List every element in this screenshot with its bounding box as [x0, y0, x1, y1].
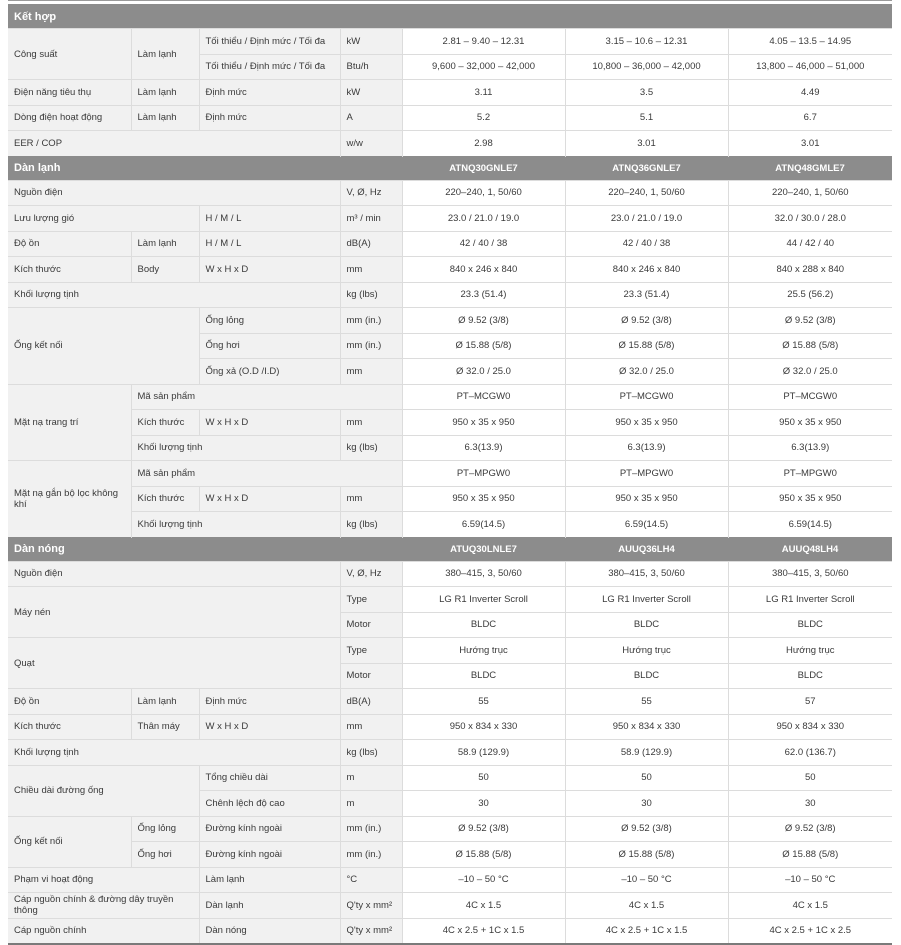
row-condition: Dàn lạnh [199, 893, 340, 919]
value-cell: –10 – 50 °C [402, 867, 565, 893]
value-cell: BLDC [402, 612, 565, 638]
unit-cell: Q'ty x mm² [340, 893, 402, 919]
row-condition: Định mức [199, 689, 340, 715]
row-condition: W x H x D [199, 410, 340, 436]
value-cell: 950 x 35 x 950 [565, 486, 728, 512]
value-cell: 5.2 [402, 105, 565, 131]
value-cell: Ø 15.88 (5/8) [402, 842, 565, 868]
value-cell: 4C x 1.5 [402, 893, 565, 919]
table-row [8, 714, 892, 740]
table-row [8, 410, 892, 436]
row-sublabel: Body [131, 257, 199, 283]
value-cell: 23.0 / 21.0 / 19.0 [565, 206, 728, 232]
value-cell: Ø 15.88 (5/8) [402, 333, 565, 359]
row-condition: Ống hơi [199, 333, 340, 359]
table-row [8, 384, 892, 410]
row-label: Độ ồn [8, 231, 131, 257]
model-header: ATNQ36GNLE7 [565, 156, 728, 180]
unit-cell: kg (lbs) [340, 740, 402, 766]
unit-cell: dB(A) [340, 231, 402, 257]
row-condition: Làm lạnh [199, 867, 340, 893]
value-cell: 3.01 [565, 131, 728, 157]
value-cell: Ø 15.88 (5/8) [565, 333, 728, 359]
value-cell: PT–MCGW0 [728, 384, 892, 410]
unit-cell: kg (lbs) [340, 282, 402, 308]
value-cell: 62.0 (136.7) [728, 740, 892, 766]
table-row [8, 80, 892, 106]
value-cell: 950 x 834 x 330 [728, 714, 892, 740]
value-cell: 30 [728, 791, 892, 817]
value-cell: LG R1 Inverter Scroll [565, 587, 728, 613]
unit-cell: V, Ø, Hz [340, 561, 402, 587]
value-cell: 4C x 1.5 [728, 893, 892, 919]
value-cell: 840 x 246 x 840 [402, 257, 565, 283]
value-cell: PT–MCGW0 [402, 384, 565, 410]
value-cell: 4C x 2.5 + 1C x 2.5 [728, 918, 892, 944]
row-condition: Đường kính ngoài [199, 842, 340, 868]
row-sublabel: Làm lạnh [131, 231, 199, 257]
section-title: Dàn nóng [8, 537, 402, 561]
value-cell: 950 x 35 x 950 [565, 410, 728, 436]
value-cell: Ø 9.52 (3/8) [728, 816, 892, 842]
table-row [8, 842, 892, 868]
value-cell: 6.59(14.5) [402, 512, 565, 538]
value-cell: 380–415, 3, 50/60 [565, 561, 728, 587]
row-label: Công suất [8, 29, 131, 80]
value-cell: 25.5 (56.2) [728, 282, 892, 308]
row-label: Khối lượng tịnh [8, 282, 340, 308]
row-label: EER / COP [8, 131, 340, 157]
unit-cell: dB(A) [340, 689, 402, 715]
row-label: Lưu lượng gió [8, 206, 199, 232]
row-sublabel: Ống lỏng [131, 816, 199, 842]
unit-cell: Type [340, 638, 402, 664]
unit-cell: °C [340, 867, 402, 893]
section-dan-lanh [8, 156, 892, 180]
table-row [8, 282, 892, 308]
value-cell: Ø 32.0 / 25.0 [402, 359, 565, 385]
unit-cell: Type [340, 587, 402, 613]
value-cell: 32.0 / 30.0 / 28.0 [728, 206, 892, 232]
value-cell: 6.59(14.5) [565, 512, 728, 538]
value-cell: 950 x 35 x 950 [402, 486, 565, 512]
table-row [8, 512, 892, 538]
row-label: Cáp nguồn chính & đường dây truyền thông [8, 893, 199, 919]
unit-cell: mm [340, 486, 402, 512]
row-sublabel: Thân máy [131, 714, 199, 740]
value-cell: 950 x 35 x 950 [402, 410, 565, 436]
value-cell: 23.3 (51.4) [402, 282, 565, 308]
unit-cell: m [340, 765, 402, 791]
table-row [8, 131, 892, 157]
row-condition: Dàn nóng [199, 918, 340, 944]
value-cell: 50 [728, 765, 892, 791]
unit-cell: Q'ty x mm² [340, 918, 402, 944]
value-cell: 9,600 – 32,000 – 42,000 [402, 54, 565, 80]
model-header: AUUQ48LH4 [728, 537, 892, 561]
value-cell: 950 x 35 x 950 [728, 410, 892, 436]
value-cell: BLDC [565, 663, 728, 689]
value-cell: 4.05 – 13.5 – 14.95 [728, 29, 892, 55]
value-cell: 2.81 – 9.40 – 12.31 [402, 29, 565, 55]
value-cell: 220–240, 1, 50/60 [402, 180, 565, 206]
table-row [8, 740, 892, 766]
value-cell: 23.3 (51.4) [565, 282, 728, 308]
value-cell: 3.15 – 10.6 – 12.31 [565, 29, 728, 55]
row-label: Độ ồn [8, 689, 131, 715]
row-condition: W x H x D [199, 486, 340, 512]
table-row [8, 308, 892, 334]
value-cell: PT–MPGW0 [728, 461, 892, 487]
value-cell: Ø 15.88 (5/8) [728, 333, 892, 359]
unit-cell: mm [340, 410, 402, 436]
value-cell: 42 / 40 / 38 [565, 231, 728, 257]
value-cell: 13,800 – 46,000 – 51,000 [728, 54, 892, 80]
value-cell: 57 [728, 689, 892, 715]
value-cell: 30 [565, 791, 728, 817]
unit-cell: m [340, 791, 402, 817]
spec-sheet [8, 4, 892, 945]
unit-cell: mm (in.) [340, 333, 402, 359]
spec-table [8, 4, 892, 945]
value-cell: 950 x 35 x 950 [728, 486, 892, 512]
unit-cell: mm (in.) [340, 816, 402, 842]
row-sublabel: Làm lạnh [131, 80, 199, 106]
row-condition: Ống lỏng [199, 308, 340, 334]
value-cell: 2.98 [402, 131, 565, 157]
row-label: Khối lượng tịnh [8, 740, 340, 766]
row-label: Cáp nguồn chính [8, 918, 199, 944]
value-cell: 4C x 2.5 + 1C x 1.5 [402, 918, 565, 944]
unit-cell: A [340, 105, 402, 131]
model-header: AUUQ36LH4 [565, 537, 728, 561]
value-cell: LG R1 Inverter Scroll [402, 587, 565, 613]
unit-cell: kg (lbs) [340, 435, 402, 461]
table-row [8, 561, 892, 587]
section-title: Kết hợp [8, 5, 892, 29]
unit-cell: mm [340, 359, 402, 385]
row-sublabel: Làm lạnh [131, 29, 199, 80]
row-sublabel: Kích thước [131, 486, 199, 512]
row-condition: Tổng chiều dài [199, 765, 340, 791]
value-cell: Ø 9.52 (3/8) [565, 308, 728, 334]
value-cell: 50 [402, 765, 565, 791]
value-cell: Hướng trục [402, 638, 565, 664]
value-cell: Ø 9.52 (3/8) [728, 308, 892, 334]
row-label: Nguồn điện [8, 561, 340, 587]
value-cell: 950 x 834 x 330 [565, 714, 728, 740]
row-sublabel: Làm lạnh [131, 105, 199, 131]
unit-cell: kW [340, 80, 402, 106]
unit-cell: w/w [340, 131, 402, 157]
value-cell: 58.9 (129.9) [565, 740, 728, 766]
value-cell: Hướng trục [565, 638, 728, 664]
value-cell: Ø 9.52 (3/8) [402, 308, 565, 334]
value-cell: 3.5 [565, 80, 728, 106]
value-cell: BLDC [402, 663, 565, 689]
unit-cell: mm [340, 714, 402, 740]
row-sublabel: Khối lượng tịnh [131, 435, 340, 461]
unit-cell: mm [340, 257, 402, 283]
row-label: Dòng điện hoạt động [8, 105, 131, 131]
value-cell: Ø 9.52 (3/8) [402, 816, 565, 842]
row-condition: Ống xả (O.D /I.D) [199, 359, 340, 385]
value-cell: 50 [565, 765, 728, 791]
value-cell: LG R1 Inverter Scroll [728, 587, 892, 613]
table-row [8, 231, 892, 257]
row-sublabel: Khối lượng tịnh [131, 512, 340, 538]
row-label: Chiều dài đường ống [8, 765, 199, 816]
value-cell: 10,800 – 36,000 – 42,000 [565, 54, 728, 80]
value-cell: 23.0 / 21.0 / 19.0 [402, 206, 565, 232]
unit-cell: mm (in.) [340, 842, 402, 868]
section-title: Dàn lạnh [8, 156, 402, 180]
row-label: Điện năng tiêu thụ [8, 80, 131, 106]
table-row [8, 587, 892, 613]
value-cell: 380–415, 3, 50/60 [728, 561, 892, 587]
row-condition: H / M / L [199, 231, 340, 257]
value-cell: –10 – 50 °C [728, 867, 892, 893]
table-row [8, 206, 892, 232]
value-cell: 44 / 42 / 40 [728, 231, 892, 257]
row-sublabel: Kích thước [131, 410, 199, 436]
table-row [8, 867, 892, 893]
value-cell: PT–MCGW0 [565, 384, 728, 410]
value-cell: Ø 15.88 (5/8) [565, 842, 728, 868]
table-row [8, 435, 892, 461]
value-cell: 220–240, 1, 50/60 [565, 180, 728, 206]
table-row [8, 461, 892, 487]
model-header: ATUQ30LNLE7 [402, 537, 565, 561]
section-dan-nong [8, 537, 892, 561]
row-condition: W x H x D [199, 714, 340, 740]
value-cell: 55 [565, 689, 728, 715]
value-cell: 840 x 288 x 840 [728, 257, 892, 283]
value-cell: BLDC [728, 663, 892, 689]
table-row [8, 893, 892, 919]
unit-cell: Motor [340, 612, 402, 638]
table-row [8, 180, 892, 206]
value-cell: Ø 32.0 / 25.0 [728, 359, 892, 385]
value-cell: 380–415, 3, 50/60 [402, 561, 565, 587]
row-label: Máy nén [8, 587, 340, 638]
unit-cell: kW [340, 29, 402, 55]
row-label: Kích thước [8, 257, 131, 283]
table-row [8, 765, 892, 791]
row-sublabel: Mã sản phẩm [131, 461, 402, 487]
value-cell: 6.59(14.5) [728, 512, 892, 538]
value-cell: 4C x 1.5 [565, 893, 728, 919]
table-row [8, 638, 892, 664]
value-cell: 30 [402, 791, 565, 817]
value-cell: 840 x 246 x 840 [565, 257, 728, 283]
unit-cell: V, Ø, Hz [340, 180, 402, 206]
table-row [8, 918, 892, 944]
row-condition: Định mức [199, 80, 340, 106]
value-cell: Ø 32.0 / 25.0 [565, 359, 728, 385]
value-cell: 3.01 [728, 131, 892, 157]
value-cell: 55 [402, 689, 565, 715]
table-row [8, 29, 892, 55]
row-sublabel: Làm lạnh [131, 689, 199, 715]
row-condition: Tối thiểu / Định mức / Tối đa [199, 29, 340, 55]
value-cell: 6.3(13.9) [402, 435, 565, 461]
value-cell: 3.11 [402, 80, 565, 106]
row-condition: H / M / L [199, 206, 340, 232]
value-cell: 5.1 [565, 105, 728, 131]
table-row [8, 257, 892, 283]
unit-cell: Btu/h [340, 54, 402, 80]
table-row [8, 689, 892, 715]
value-cell: 220–240, 1, 50/60 [728, 180, 892, 206]
row-label: Quạt [8, 638, 340, 689]
row-label: Mặt nạ trang trí [8, 384, 131, 461]
row-label: Mặt nạ gắn bộ lọc không khí [8, 461, 131, 538]
unit-cell: kg (lbs) [340, 512, 402, 538]
value-cell: 4.49 [728, 80, 892, 106]
value-cell: 6.3(13.9) [565, 435, 728, 461]
row-label: Nguồn điện [8, 180, 340, 206]
value-cell: 6.3(13.9) [728, 435, 892, 461]
table-row [8, 105, 892, 131]
row-condition: Đường kính ngoài [199, 816, 340, 842]
row-label: Kích thước [8, 714, 131, 740]
value-cell: BLDC [728, 612, 892, 638]
value-cell: PT–MPGW0 [402, 461, 565, 487]
value-cell: –10 – 50 °C [565, 867, 728, 893]
value-cell: Ø 15.88 (5/8) [728, 842, 892, 868]
value-cell: 6.7 [728, 105, 892, 131]
row-sublabel: Ống hơi [131, 842, 199, 868]
row-label: Ống kết nối [8, 308, 199, 385]
value-cell: 950 x 834 x 330 [402, 714, 565, 740]
model-header: ATNQ48GMLE7 [728, 156, 892, 180]
table-row [8, 486, 892, 512]
table-row [8, 816, 892, 842]
unit-cell: Motor [340, 663, 402, 689]
row-sublabel: Mã sản phẩm [131, 384, 402, 410]
value-cell: Hướng trục [728, 638, 892, 664]
unit-cell: m³ / min [340, 206, 402, 232]
section-ket-hop [8, 5, 892, 29]
row-condition: W x H x D [199, 257, 340, 283]
value-cell: PT–MPGW0 [565, 461, 728, 487]
row-condition: Tối thiểu / Định mức / Tối đa [199, 54, 340, 80]
row-condition: Chênh lệch độ cao [199, 791, 340, 817]
model-header: ATNQ30GNLE7 [402, 156, 565, 180]
value-cell: 58.9 (129.9) [402, 740, 565, 766]
value-cell: 4C x 2.5 + 1C x 1.5 [565, 918, 728, 944]
row-label: Ống kết nối [8, 816, 131, 867]
value-cell: 42 / 40 / 38 [402, 231, 565, 257]
value-cell: Ø 9.52 (3/8) [565, 816, 728, 842]
row-condition: Định mức [199, 105, 340, 131]
row-label: Phạm vi hoạt động [8, 867, 199, 893]
value-cell: BLDC [565, 612, 728, 638]
unit-cell: mm (in.) [340, 308, 402, 334]
